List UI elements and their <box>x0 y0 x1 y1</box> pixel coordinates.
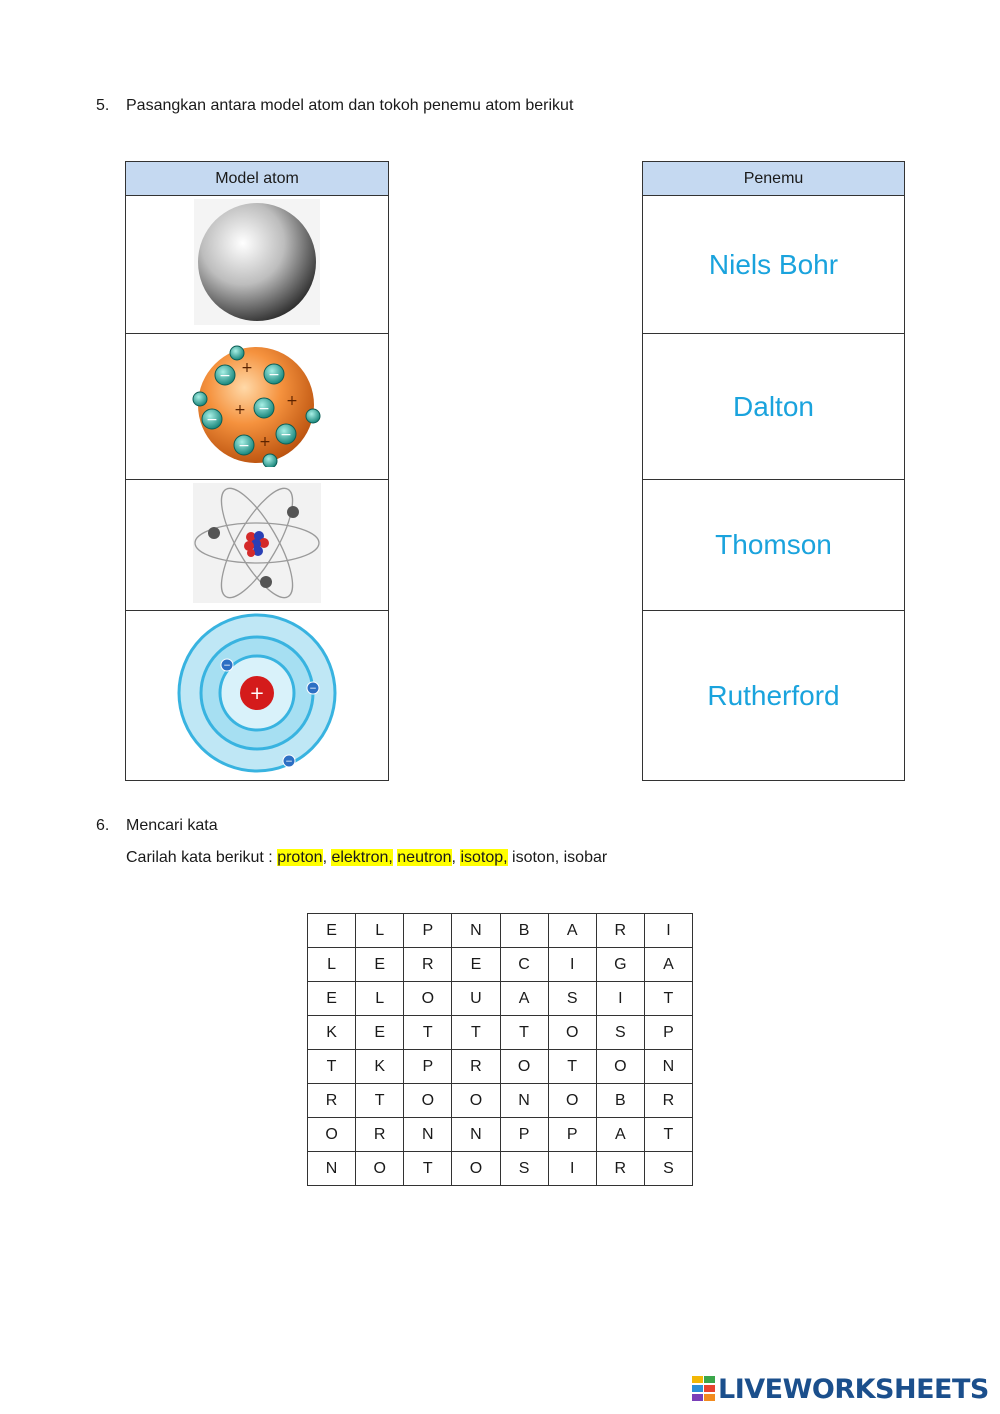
grid-row <box>308 914 693 948</box>
grid-letter[interactable]: T <box>644 982 692 1016</box>
model-cell <box>126 334 389 480</box>
grid-letter[interactable]: O <box>500 1050 548 1084</box>
grid-letter[interactable]: O <box>404 982 452 1016</box>
grid-letter[interactable]: R <box>596 1152 644 1186</box>
svg-text:−: − <box>223 661 231 671</box>
grid-letter[interactable]: R <box>644 1084 692 1118</box>
grid-row <box>308 1016 693 1050</box>
grid-letter[interactable]: N <box>452 914 500 948</box>
question-text: Pasangkan antara model atom dan tokoh penemu atom berikut <box>126 97 574 114</box>
word-separator: , <box>451 849 461 866</box>
grid-row <box>308 1152 693 1186</box>
grid-letter[interactable]: T <box>404 1016 452 1050</box>
word-separator: , <box>322 849 332 866</box>
discoverer-option[interactable]: Thomson <box>643 480 905 611</box>
discoverer-option[interactable]: Niels Bohr <box>643 196 905 334</box>
grid-letter[interactable]: R <box>308 1084 356 1118</box>
word-search-grid <box>307 913 693 1186</box>
highlighted-word: elektron, <box>331 849 393 866</box>
dalton-sphere-model-image <box>194 199 320 325</box>
model-cell <box>126 480 389 611</box>
highlighted-word: neutron <box>397 849 452 866</box>
grid-letter[interactable]: L <box>356 982 404 1016</box>
grid-letter[interactable]: U <box>452 982 500 1016</box>
grid-row <box>308 1118 693 1152</box>
svg-text:+: + <box>286 393 298 409</box>
discoverer-table <box>642 161 905 781</box>
svg-text:−: − <box>268 367 280 383</box>
grid-letter[interactable]: S <box>644 1152 692 1186</box>
grid-letter[interactable]: P <box>548 1118 596 1152</box>
grid-letter[interactable]: A <box>500 982 548 1016</box>
model-header: Model atom <box>126 162 389 196</box>
word-list <box>277 849 607 866</box>
grid-letter[interactable]: L <box>308 948 356 982</box>
grid-row <box>308 948 693 982</box>
grid-letter[interactable]: E <box>452 948 500 982</box>
instruction-prefix: Carilah kata berikut : <box>126 849 278 866</box>
svg-text:+: + <box>241 360 253 376</box>
grid-letter[interactable]: O <box>308 1118 356 1152</box>
grid-row <box>308 1084 693 1118</box>
grid-letter[interactable]: O <box>548 1084 596 1118</box>
discoverer-header: Penemu <box>643 162 905 196</box>
grid-letter[interactable]: K <box>356 1050 404 1084</box>
grid-letter[interactable]: O <box>452 1152 500 1186</box>
grid-letter[interactable]: I <box>596 982 644 1016</box>
thomson-plum-pudding-model-image <box>192 341 322 467</box>
grid-letter[interactable]: P <box>404 914 452 948</box>
grid-letter[interactable]: B <box>596 1084 644 1118</box>
grid-letter[interactable]: T <box>500 1016 548 1050</box>
grid-letter[interactable]: E <box>356 1016 404 1050</box>
grid-row <box>308 1050 693 1084</box>
svg-text:−: − <box>258 401 270 417</box>
svg-text:−: − <box>285 757 293 767</box>
grid-letter[interactable]: R <box>404 948 452 982</box>
grid-letter[interactable]: R <box>596 914 644 948</box>
grid-letter[interactable]: T <box>452 1016 500 1050</box>
question-text: Mencari kata <box>126 817 218 834</box>
question-number: 6. <box>96 817 110 834</box>
grid-letter[interactable]: S <box>596 1016 644 1050</box>
grid-letter[interactable]: T <box>404 1152 452 1186</box>
grid-letter[interactable]: N <box>308 1152 356 1186</box>
liveworksheets-logo-icon <box>692 1376 716 1402</box>
grid-letter[interactable]: S <box>500 1152 548 1186</box>
grid-letter[interactable]: A <box>596 1118 644 1152</box>
grid-row <box>308 982 693 1016</box>
grid-letter[interactable]: E <box>308 914 356 948</box>
grid-letter[interactable]: A <box>644 948 692 982</box>
svg-text:−: − <box>280 427 292 443</box>
highlighted-word: isotop, <box>460 849 508 866</box>
bohr-model-image <box>177 613 337 773</box>
svg-text:+: + <box>249 683 265 704</box>
atom-model-table <box>125 161 389 781</box>
model-cell <box>126 611 389 781</box>
grid-letter[interactable]: O <box>452 1084 500 1118</box>
grid-letter[interactable]: E <box>356 948 404 982</box>
word-search-instruction <box>126 849 607 867</box>
grid-letter[interactable]: N <box>644 1050 692 1084</box>
grid-letter[interactable]: B <box>500 914 548 948</box>
grid-letter[interactable]: T <box>308 1050 356 1084</box>
grid-letter[interactable]: O <box>548 1016 596 1050</box>
discoverer-option[interactable]: Rutherford <box>643 611 905 781</box>
svg-text:−: − <box>309 684 317 694</box>
word-separator: isoton, isobar <box>507 849 608 866</box>
discoverer-option[interactable]: Dalton <box>643 334 905 480</box>
grid-letter[interactable]: P <box>404 1050 452 1084</box>
svg-text:−: − <box>206 412 218 428</box>
grid-letter[interactable]: L <box>356 914 404 948</box>
grid-letter[interactable]: T <box>548 1050 596 1084</box>
grid-letter[interactable]: K <box>308 1016 356 1050</box>
grid-letter[interactable]: R <box>452 1050 500 1084</box>
grid-letter[interactable]: T <box>644 1118 692 1152</box>
grid-letter[interactable]: R <box>356 1118 404 1152</box>
grid-letter[interactable]: N <box>452 1118 500 1152</box>
model-cell <box>126 196 389 334</box>
highlighted-word: proton <box>277 849 323 866</box>
rutherford-nuclear-model-image <box>193 483 321 603</box>
liveworksheets-logo <box>692 1372 989 1406</box>
grid-letter[interactable]: P <box>500 1118 548 1152</box>
grid-letter[interactable]: I <box>548 1152 596 1186</box>
grid-letter[interactable]: O <box>356 1152 404 1186</box>
svg-text:−: − <box>238 438 250 454</box>
grid-letter[interactable]: T <box>356 1084 404 1118</box>
grid-letter[interactable]: G <box>596 948 644 982</box>
grid-letter[interactable]: C <box>500 948 548 982</box>
svg-text:−: − <box>219 368 231 384</box>
grid-letter[interactable]: O <box>596 1050 644 1084</box>
grid-letter[interactable]: O <box>404 1084 452 1118</box>
grid-letter[interactable]: N <box>500 1084 548 1118</box>
svg-text:+: + <box>259 434 271 450</box>
svg-text:+: + <box>234 402 246 418</box>
grid-letter[interactable]: S <box>548 982 596 1016</box>
grid-letter[interactable]: P <box>644 1016 692 1050</box>
grid-letter[interactable]: I <box>548 948 596 982</box>
grid-letter[interactable]: E <box>308 982 356 1016</box>
grid-letter[interactable]: A <box>548 914 596 948</box>
brand-name: LIVEWORKSHEETS <box>718 1373 989 1405</box>
question-number: 5. <box>96 97 110 114</box>
grid-letter[interactable]: N <box>404 1118 452 1152</box>
grid-letter[interactable]: I <box>644 914 692 948</box>
